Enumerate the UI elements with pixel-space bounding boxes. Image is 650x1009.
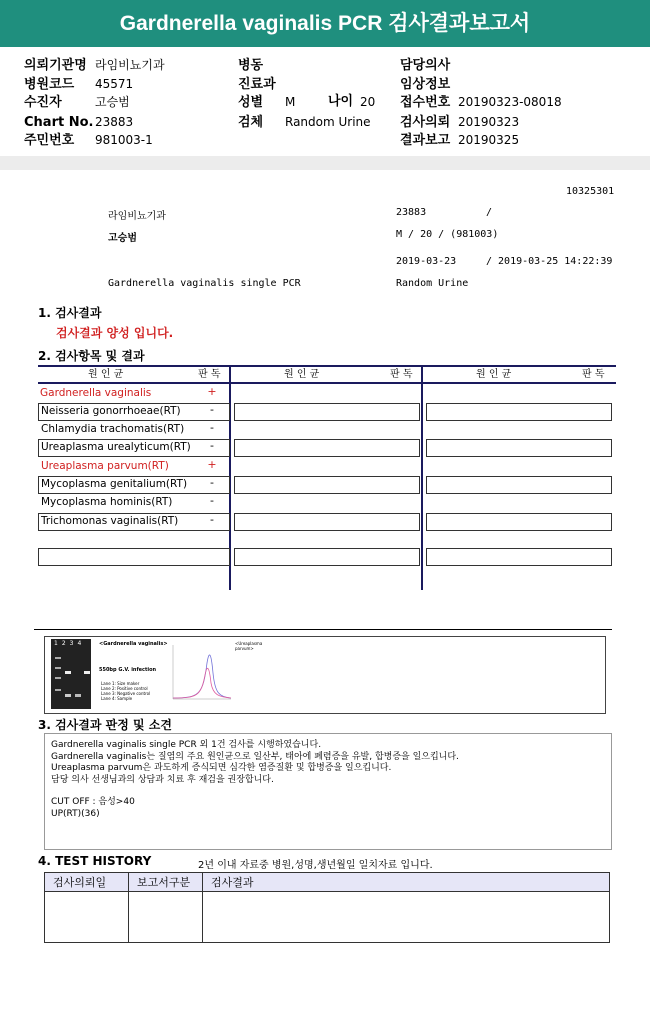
- rrn-label: 주민번호: [24, 133, 75, 148]
- clinical-row: [400, 75, 450, 93]
- col3-box-1: [426, 403, 612, 421]
- patient-label: 수진자: [24, 95, 62, 110]
- request-label: 검사의뢰: [400, 115, 451, 130]
- institution-value: 라임비뇨기과: [95, 58, 165, 72]
- gel-lane-numbers: 1234: [54, 640, 86, 647]
- col-judgement-1: 판 독: [198, 369, 221, 380]
- opinion-line-3: Ureaplasma parvum은 과도하게 증식되면 심각한 염증질환 및 합병증을 일으킵니다.: [51, 763, 392, 773]
- section1-title: 1. 검사결과: [38, 306, 102, 320]
- history-empty-row: [45, 892, 610, 943]
- dept-label: 진료과: [238, 77, 276, 92]
- header-info: [0, 47, 650, 156]
- section2-title: 2. 검사항목 및 결과: [38, 349, 145, 363]
- history-col-type: 보고서구분: [129, 873, 203, 892]
- col-judgement-3: 판 독: [582, 369, 605, 380]
- report-specimen: Random Urine: [396, 278, 469, 289]
- col2-box-4: [234, 513, 420, 531]
- gel-band-label: 550bp G.V. infection: [99, 667, 157, 673]
- institution-row: [24, 56, 165, 74]
- ward-label: 병동: [238, 58, 264, 73]
- opinion-box: [44, 733, 612, 850]
- item-result-7: -: [210, 494, 214, 507]
- chart-value: 23883: [95, 115, 134, 129]
- clinical-label: 임상정보: [400, 77, 451, 92]
- request-row: [400, 113, 520, 131]
- patient-row: [24, 93, 130, 111]
- history-col-result: 검사결과: [203, 873, 610, 892]
- opinion-spacer: [51, 786, 605, 797]
- sex-value: M: [285, 95, 296, 109]
- col-pathogen-2: 원 인 균: [284, 369, 320, 380]
- item-result-1: +: [207, 385, 217, 398]
- item-name-3: Chlamydia trachomatis(RT): [41, 423, 185, 435]
- report-page: [0, 170, 650, 1009]
- item-name-4: Ureaplasma urealyticum(RT): [41, 441, 191, 453]
- rrn-row: [24, 131, 153, 149]
- table-header-rule: [38, 382, 616, 384]
- item-result-5: +: [207, 458, 217, 471]
- item-name-1: Gardnerella vaginalis: [40, 387, 152, 399]
- item-result-4: -: [210, 439, 214, 452]
- figure-top-rule: [34, 629, 612, 630]
- report-value: 20190325: [458, 133, 520, 147]
- report-date-reported: / 2019-03-25 14:22:39: [486, 256, 613, 267]
- dept-row: [238, 75, 276, 93]
- patient-value: 고승범: [95, 95, 130, 109]
- col-pathogen-1: 원 인 균: [88, 369, 124, 380]
- opinion-line-1: Gardnerella vaginalis single PCR 외 1건 검사를 시행하였습니다.: [51, 740, 322, 750]
- specimen-label: 검체: [238, 115, 264, 130]
- report-chart: 23883: [396, 207, 427, 218]
- request-value: 20190323: [458, 115, 520, 129]
- item-name-2: Neisseria gonorrhoeae(RT): [41, 405, 181, 417]
- table-divider-2: [421, 365, 423, 590]
- item-result-8: -: [210, 513, 214, 526]
- item-name-7: Mycoplasma hominis(RT): [41, 496, 173, 508]
- report-title: Gardnerella vaginalis PCR 검사결과보고서: [0, 0, 650, 47]
- report-patient: 고승범: [108, 233, 137, 244]
- gel-legend: Lane 1: Size maker Lane 2: Positive control Lane 3: Negative control Lane 4: Sample: [101, 681, 151, 701]
- col3-box-5: [426, 548, 612, 566]
- history-table: [44, 872, 610, 943]
- figure-box: [44, 636, 606, 714]
- report-row: [400, 131, 520, 149]
- report-institution: 라임비뇨기과: [108, 211, 166, 222]
- report-chart-slash: /: [486, 207, 493, 218]
- receipt-value: 20190323-08018: [458, 95, 562, 109]
- melt-curve-title: <Ureaplasma parvum>: [235, 641, 263, 651]
- opinion-line-6: CUT OFF : 음성>40: [51, 797, 135, 807]
- item-result-6: -: [210, 476, 214, 489]
- col2-box-3: [234, 476, 420, 494]
- hospital-code-label: 병원코드: [24, 77, 75, 92]
- rrn-value: 981003-1: [95, 133, 153, 147]
- ward-row: [238, 56, 263, 74]
- specimen-value: Random Urine: [285, 115, 371, 129]
- item-name-5: Ureaplasma parvum(RT): [41, 460, 169, 472]
- col3-box-4: [426, 513, 612, 531]
- institution-label: 의뢰기관명: [24, 58, 87, 73]
- table-top-rule: [38, 365, 616, 367]
- gel-image: [51, 639, 91, 709]
- item-name-8: Trichomonas vaginalis(RT): [41, 515, 179, 527]
- section-separator: [0, 156, 650, 170]
- hospital-code-row: [24, 75, 134, 93]
- opinion-line-7: UP(RT)(36): [51, 808, 100, 819]
- col2-box-2: [234, 439, 420, 457]
- opinion-line-2: Gardnerella vaginalis는 질염의 주요 원인균으로 일산부, 태아에 폐렴증을 유발, 합병증을 일으킵니다.: [51, 751, 459, 762]
- chart-row: [24, 113, 134, 131]
- receipt-label: 접수번호: [400, 95, 451, 110]
- gel-title: <Gardnerella vaginalis>: [99, 641, 168, 647]
- section3-title: 3. 검사결과 판정 및 소견: [38, 718, 172, 732]
- report-date-received: 2019-03-23: [396, 256, 457, 267]
- report-sex-age: M / 20 / (981003): [396, 229, 499, 240]
- col2-box-1: [234, 403, 420, 421]
- item-name-6: Mycoplasma genitalium(RT): [41, 478, 188, 490]
- melt-curve-chart: [169, 643, 233, 705]
- age-label: 나이: [328, 94, 354, 109]
- sex-age-row: [238, 93, 376, 111]
- doc-number: 10325301: [566, 186, 615, 197]
- specimen-row: [238, 113, 371, 131]
- sex-label: 성별: [238, 95, 264, 110]
- col3-box-3: [426, 476, 612, 494]
- opinion-line-4: 담당 의사 선생님과의 상담과 치료 후 재검을 권장합니다.: [51, 774, 274, 785]
- report-label: 결과보고: [400, 133, 451, 148]
- report-test-name: Gardnerella vaginalis single PCR: [108, 278, 301, 289]
- col3-box-2: [426, 439, 612, 457]
- chart-label: Chart No.: [24, 115, 94, 130]
- doctor-label: 담당의사: [400, 58, 451, 73]
- col-pathogen-3: 원 인 균: [476, 369, 512, 380]
- section4-note: 2년 이내 자료중 병원,성명,생년월일 일치자료 입니다.: [198, 860, 433, 871]
- history-col-request: 검사의뢰일: [45, 873, 129, 892]
- section1-result: 검사결과 양성 입니다.: [56, 326, 174, 340]
- age-value: 20: [360, 95, 376, 109]
- doctor-row: [400, 56, 450, 74]
- item-result-3: -: [210, 421, 214, 434]
- section4-title: 4. TEST HISTORY: [38, 854, 152, 868]
- hospital-code-value: 45571: [95, 77, 134, 91]
- col-judgement-2: 판 독: [390, 369, 413, 380]
- item-result-2: -: [210, 403, 214, 416]
- col2-box-5: [234, 548, 420, 566]
- empty-box-col1: [38, 548, 230, 566]
- receipt-row: [400, 93, 562, 111]
